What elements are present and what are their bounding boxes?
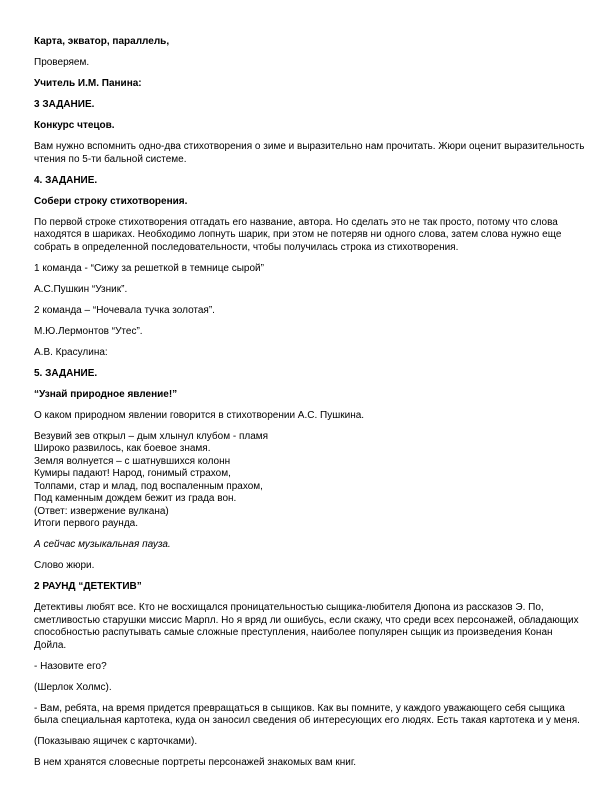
paragraph-task-5-question: О каком природном явлении говорится в стихотворении А.С. Пушкина. — [34, 409, 365, 421]
poem-line: Земля волнуется – с шатнувшихся колонн — [34, 455, 231, 467]
paragraph-task-4-description: По первой строке стихотворения отгадать его название, автора. Но сделать это не так просто, потому что слова находятся в шариках. Необходимо лопнуть шарик, при этом не потеряв ни одного слова, затем слова нужно еще собрать в определенной последовательности, чтобы получилась строка из стихотворения. — [34, 216, 562, 253]
paragraph-music-pause: А сейчас музыкальная пауза. — [34, 539, 171, 550]
paragraph-team-1: 1 команда - “Сижу за решеткой в темнице сырой” — [34, 262, 264, 274]
paragraph-check: Проверяем. — [34, 57, 90, 68]
poem-answer: (Ответ: извержение вулкана) — [34, 505, 169, 517]
heading-collect-line: Собери строку стихотворения. — [34, 195, 188, 207]
heading-map-terms: Карта, экватор, параллель, — [34, 36, 170, 47]
paragraph-detectives: Детективы любят все. Кто не восхищался проницательностью сыщика-любителя Дюпона из рассказов Э. По, сметливостью старушки миссис Марпл. Но я вряд ли ошибусь, если скажу, что среди всех персонажей, обладающих способностью распутывать самые сложные преступления, наиболее популярен сыщик из произведения Конан Дойла. — [34, 602, 579, 651]
heading-task-5: 5. ЗАДАНИЕ. — [34, 367, 98, 379]
paragraph-sherlock: (Шерлок Холмс). — [34, 681, 112, 693]
poem-line: Толпами, стар и млад, под воспаленным прахом, — [34, 480, 263, 492]
heading-task-4: 4. ЗАДАНИЕ. — [34, 174, 98, 186]
paragraph-lermontov-cliff: М.Ю.Лермонтов “Утес”. — [34, 325, 143, 337]
paragraph-show-box: (Показываю ящичек с карточками). — [34, 736, 198, 747]
paragraph-name-him: - Назовите его? — [34, 660, 107, 672]
poem-block — [34, 431, 586, 531]
paragraph-krasulina: А.В. Красулина: — [34, 346, 108, 358]
document-page — [34, 36, 586, 778]
paragraph-team-2: 2 команда – “Ночевала тучка золотая”. — [34, 304, 215, 316]
poem-line: Кумиры падают! Народ, гонимый страхом, — [34, 468, 231, 479]
heading-task-3: 3 ЗАДАНИЕ. — [34, 99, 95, 110]
round-1-results: Итоги первого раунда. — [34, 518, 139, 529]
heading-reciters-contest: Конкурс чтецов. — [34, 120, 115, 131]
paragraph-portraits: В нем хранятся словесные портреты персонажей знакомых вам книг. — [34, 757, 357, 768]
poem-line: Везувий зев открыл – дым хлынул клубом - пламя — [34, 430, 269, 442]
paragraph-jury-word: Слово жюри. — [34, 560, 95, 571]
heading-guess-phenomenon: “Узнай природное явление!” — [34, 388, 178, 400]
heading-teacher: Учитель И.М. Панина: — [34, 78, 142, 89]
paragraph-pushkin-prisoner: А.С.Пушкин “Узник”. — [34, 283, 128, 295]
paragraph-card-index: - Вам, ребята, на время придется превращаться в сыщиков. Как вы помните, у каждого уважающего себя сыщика была специальная картотека, куда он заносил сведения об интересующих его людях. Есть такая картотека и у меня. — [34, 702, 580, 726]
paragraph-task-3-description: Вам нужно вспомнить одно-два стихотворения о зиме и выразительно нам прочитать. Жюри оценит выразительность чтения по 5-ти бальной системе. — [34, 141, 585, 165]
poem-line: Под каменным дождем бежит из града вон. — [34, 493, 237, 504]
heading-round-2: 2 РАУНД “ДЕТЕКТИВ” — [34, 581, 142, 592]
poem-line: Широко развилось, как боевое знамя. — [34, 443, 211, 454]
